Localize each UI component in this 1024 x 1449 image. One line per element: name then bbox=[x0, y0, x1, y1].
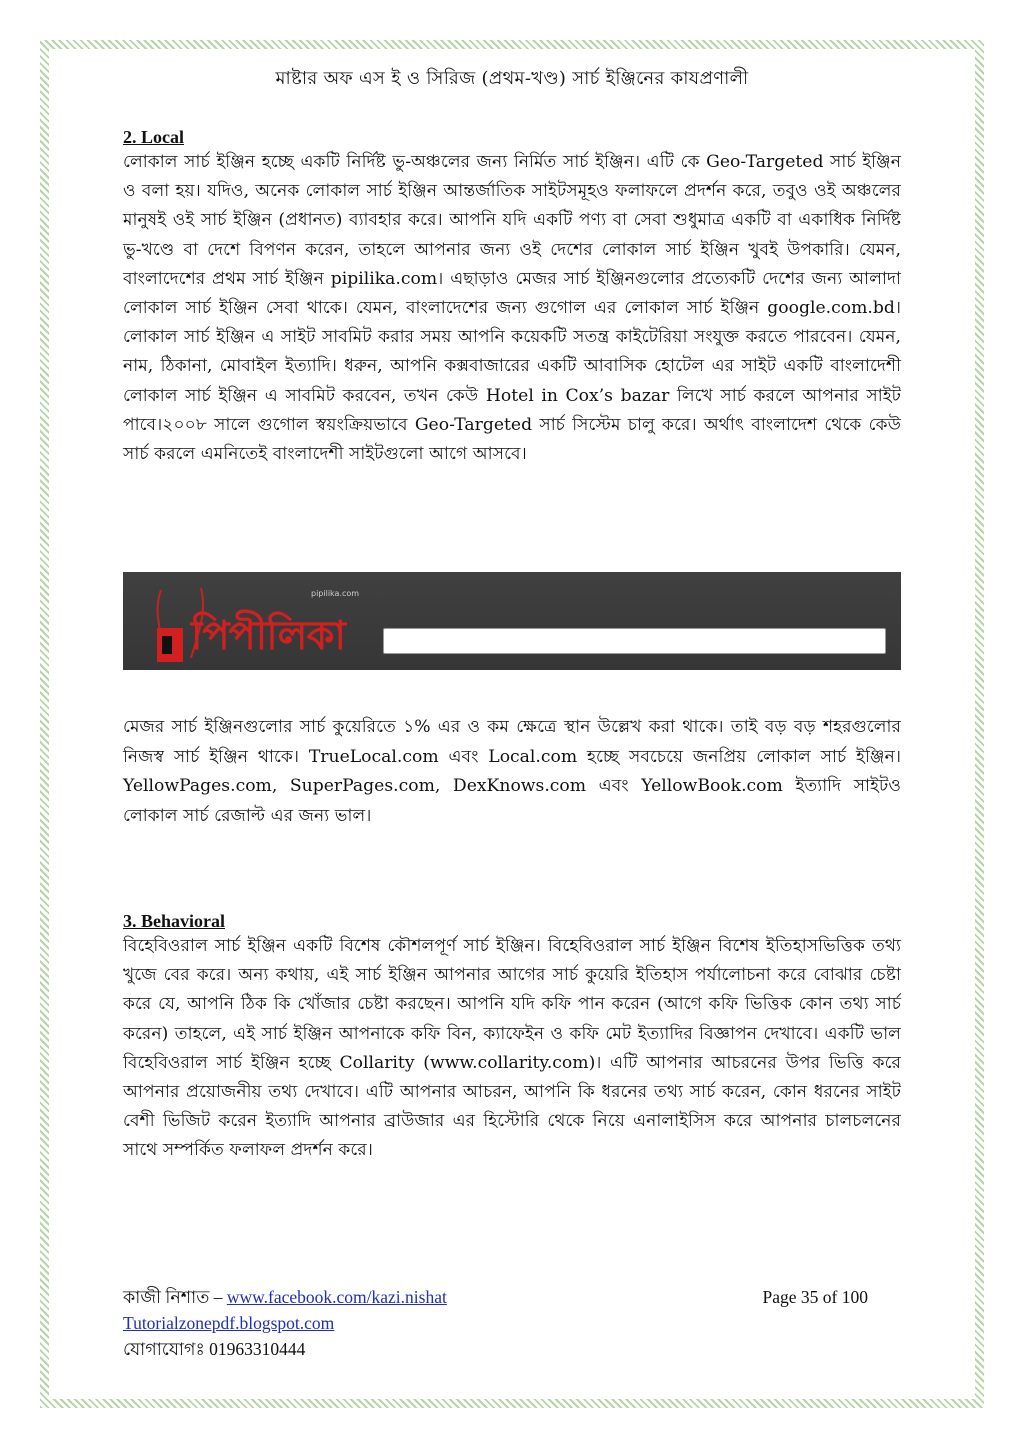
footer-author: কাজী নিশাত – bbox=[123, 1287, 223, 1307]
behavioral-paragraph: বিহেবিওরাল সার্চ ইঞ্জিন একটি বিশেষ কৌশলপূর্ণ সার্চ ইঞ্জিন। বিহেবিওরাল সার্চ ইঞ্জিন বিশেষ ইতিহাসভিত্তিক তথ্য খুজে বের করে। অন্য কথায়, এই সার্চ ইঞ্জিন আপনার আগের সার্চ কুয়েরি ইতিহাস পর্যালোচনা করে বোঝার চেষ্টা করে যে, আপনি ঠিক কি খোঁজার চেষ্টা করছেন। আপনি যদি কফি পান করেন (আগে কফি ভিত্তিক কোন তথ্য সার্চ করেন) তাহলে, এই সার্চ ইঞ্জিন আপনাকে কফি বিন, ক্যাফেইন ও কফি মেট ইত্যাদির বিজ্ঞাপন দেখাবে। একটি ভাল বিহেবিওরাল সার্চ ইঞ্জিন হচ্ছে Collarity (www.collarity.com)। এটি আপনার আচরনের উপর ভিত্তি করে আপনার প্রয়োজনীয় তথ্য দেখাবে। এটি আপনার আচরন, আপনি কি ধরনের তথ্য সার্চ করেন, কোন ধরনের সাইট বেশী ভিজিট করেন ইত্যাদি আপনার ব্রাউজার এর হিস্টোরি থেকে নিয়ে এনালাইসিস করে আপনার চালচলনের সাথে সম্পর্কিত ফলাফল প্রদর্শন করে। bbox=[123, 936, 901, 1161]
logo-domain: pipilika.com bbox=[311, 589, 360, 598]
section-local bbox=[123, 126, 901, 469]
local-followup bbox=[123, 713, 901, 831]
local-paragraph: লোকাল সার্চ ইঞ্জিন হচ্ছে একটি নির্দিষ্ট ভু-অঞ্চলের জন্য নির্মিত সার্চ ইঞ্জিন। এটি কে Geo-Targeted সার্চ ইঞ্জিন ও বলা হয়। যদিও, অনেক লোকাল সার্চ ইঞ্জিন আন্তর্জাতিক সাইটসমূহও ফলাফলে প্রদর্শন করে, তবুও ওই অঞ্চলের মানুষই ওই সার্চ ইঞ্জিন (প্রধানত) ব্যাবহার করে। আপনি যদি একটি পণ্য বা সেবা শুধুমাত্র একটি বা একাধিক নির্দিষ্ট ভু-খণ্ডে বা দেশে বিপণন করেন, তাহলে আপনার জন্য ওই দেশের লোকাল সার্চ ইঞ্জিন খুবই উপকারি। যেমন, বাংলাদেশের প্রথম সার্চ ইঞ্জিন pipilika.com। এছাড়াও মেজর সার্চ ইঞ্জিনগুলোর প্রত্যেকটি দেশের জন্য আলাদা লোকাল সার্চ ইঞ্জিন সেবা থাকে। যেমন, বাংলাদেশের জন্য গুগোল এর লোকাল সার্চ ইঞ্জিন google.com.bd। লোকাল সার্চ ইঞ্জিন এ সাইট সাবমিট করার সময় আপনি কয়েকটি সতন্ত্র কাইটেরিয়া সংযুক্ত করতে পারবেন। যেমন, নাম, ঠিকানা, মোবাইল ইত্যাদি। ধরুন, আপনি কক্সবাজারের একটি আবাসিক হোটেল এর সাইট একটি বাংলাদেশী লোকাল সার্চ ইঞ্জিন এ সাবমিট করবেন, তখন কেউ Hotel in Cox’s bazar লিখে সার্চ করলে আপনার সাইট পাবে।২০০৮ সালে গুগোল স্বয়ংক্রিয়ভাবে Geo-Targeted সার্চ সিস্টেম চালু করে। অর্থাৎ বাংলাদেশ থেকে কেউ সার্চ করলে এমনিতেই বাংলাদেশী সাইটগুলো আগে আসবে। bbox=[123, 152, 901, 465]
search-input[interactable] bbox=[383, 628, 886, 654]
pipilika-logo bbox=[151, 586, 371, 664]
pipilika-banner bbox=[123, 572, 901, 670]
section-behavioral bbox=[123, 910, 901, 1166]
blog-link[interactable]: Tutorialzonepdf.blogspot.com bbox=[123, 1313, 335, 1333]
logo-wordmark: পিপীলিকা bbox=[191, 613, 346, 659]
section-heading-local: 2. Local bbox=[123, 127, 184, 147]
page-header: মাষ্টার অফ এস ই ও সিরিজ (প্রথম-খণ্ড) সার্চ ইঞ্জিনের কাযপ্রণালী bbox=[275, 68, 749, 89]
section-heading-behavioral: 3. Behavioral bbox=[123, 911, 225, 931]
page-number: Page 35 of 100 bbox=[762, 1287, 868, 1307]
footer-author-row bbox=[123, 1284, 868, 1310]
footer-blog-row bbox=[123, 1310, 868, 1336]
footer-contact-row bbox=[123, 1336, 868, 1362]
local-followup-paragraph: মেজর সার্চ ইঞ্জিনগুলোর সার্চ কুয়েরিতে ১% এর ও কম ক্ষেত্রে স্থান উল্লেখ করা থাকে। তাই বড় বড় শহরগুলোর নিজস্ব সার্চ ইঞ্জিন থাকে। TrueLocal.com এবং Local.com হচ্ছে সবচেয়ে জনপ্রিয় লোকাল সার্চ ইঞ্জিন। YellowPages.com, SuperPages.com, DexKnows.com এবং YellowBook.com ইত্যাদি সাইটও লোকাল সার্চ রেজাল্ট এর জন্য ভাল। bbox=[123, 717, 901, 826]
facebook-link[interactable]: www.facebook.com/kazi.nishat bbox=[226, 1287, 447, 1307]
footer-contact: যোগাযোগঃ 01963310444 bbox=[123, 1339, 306, 1359]
